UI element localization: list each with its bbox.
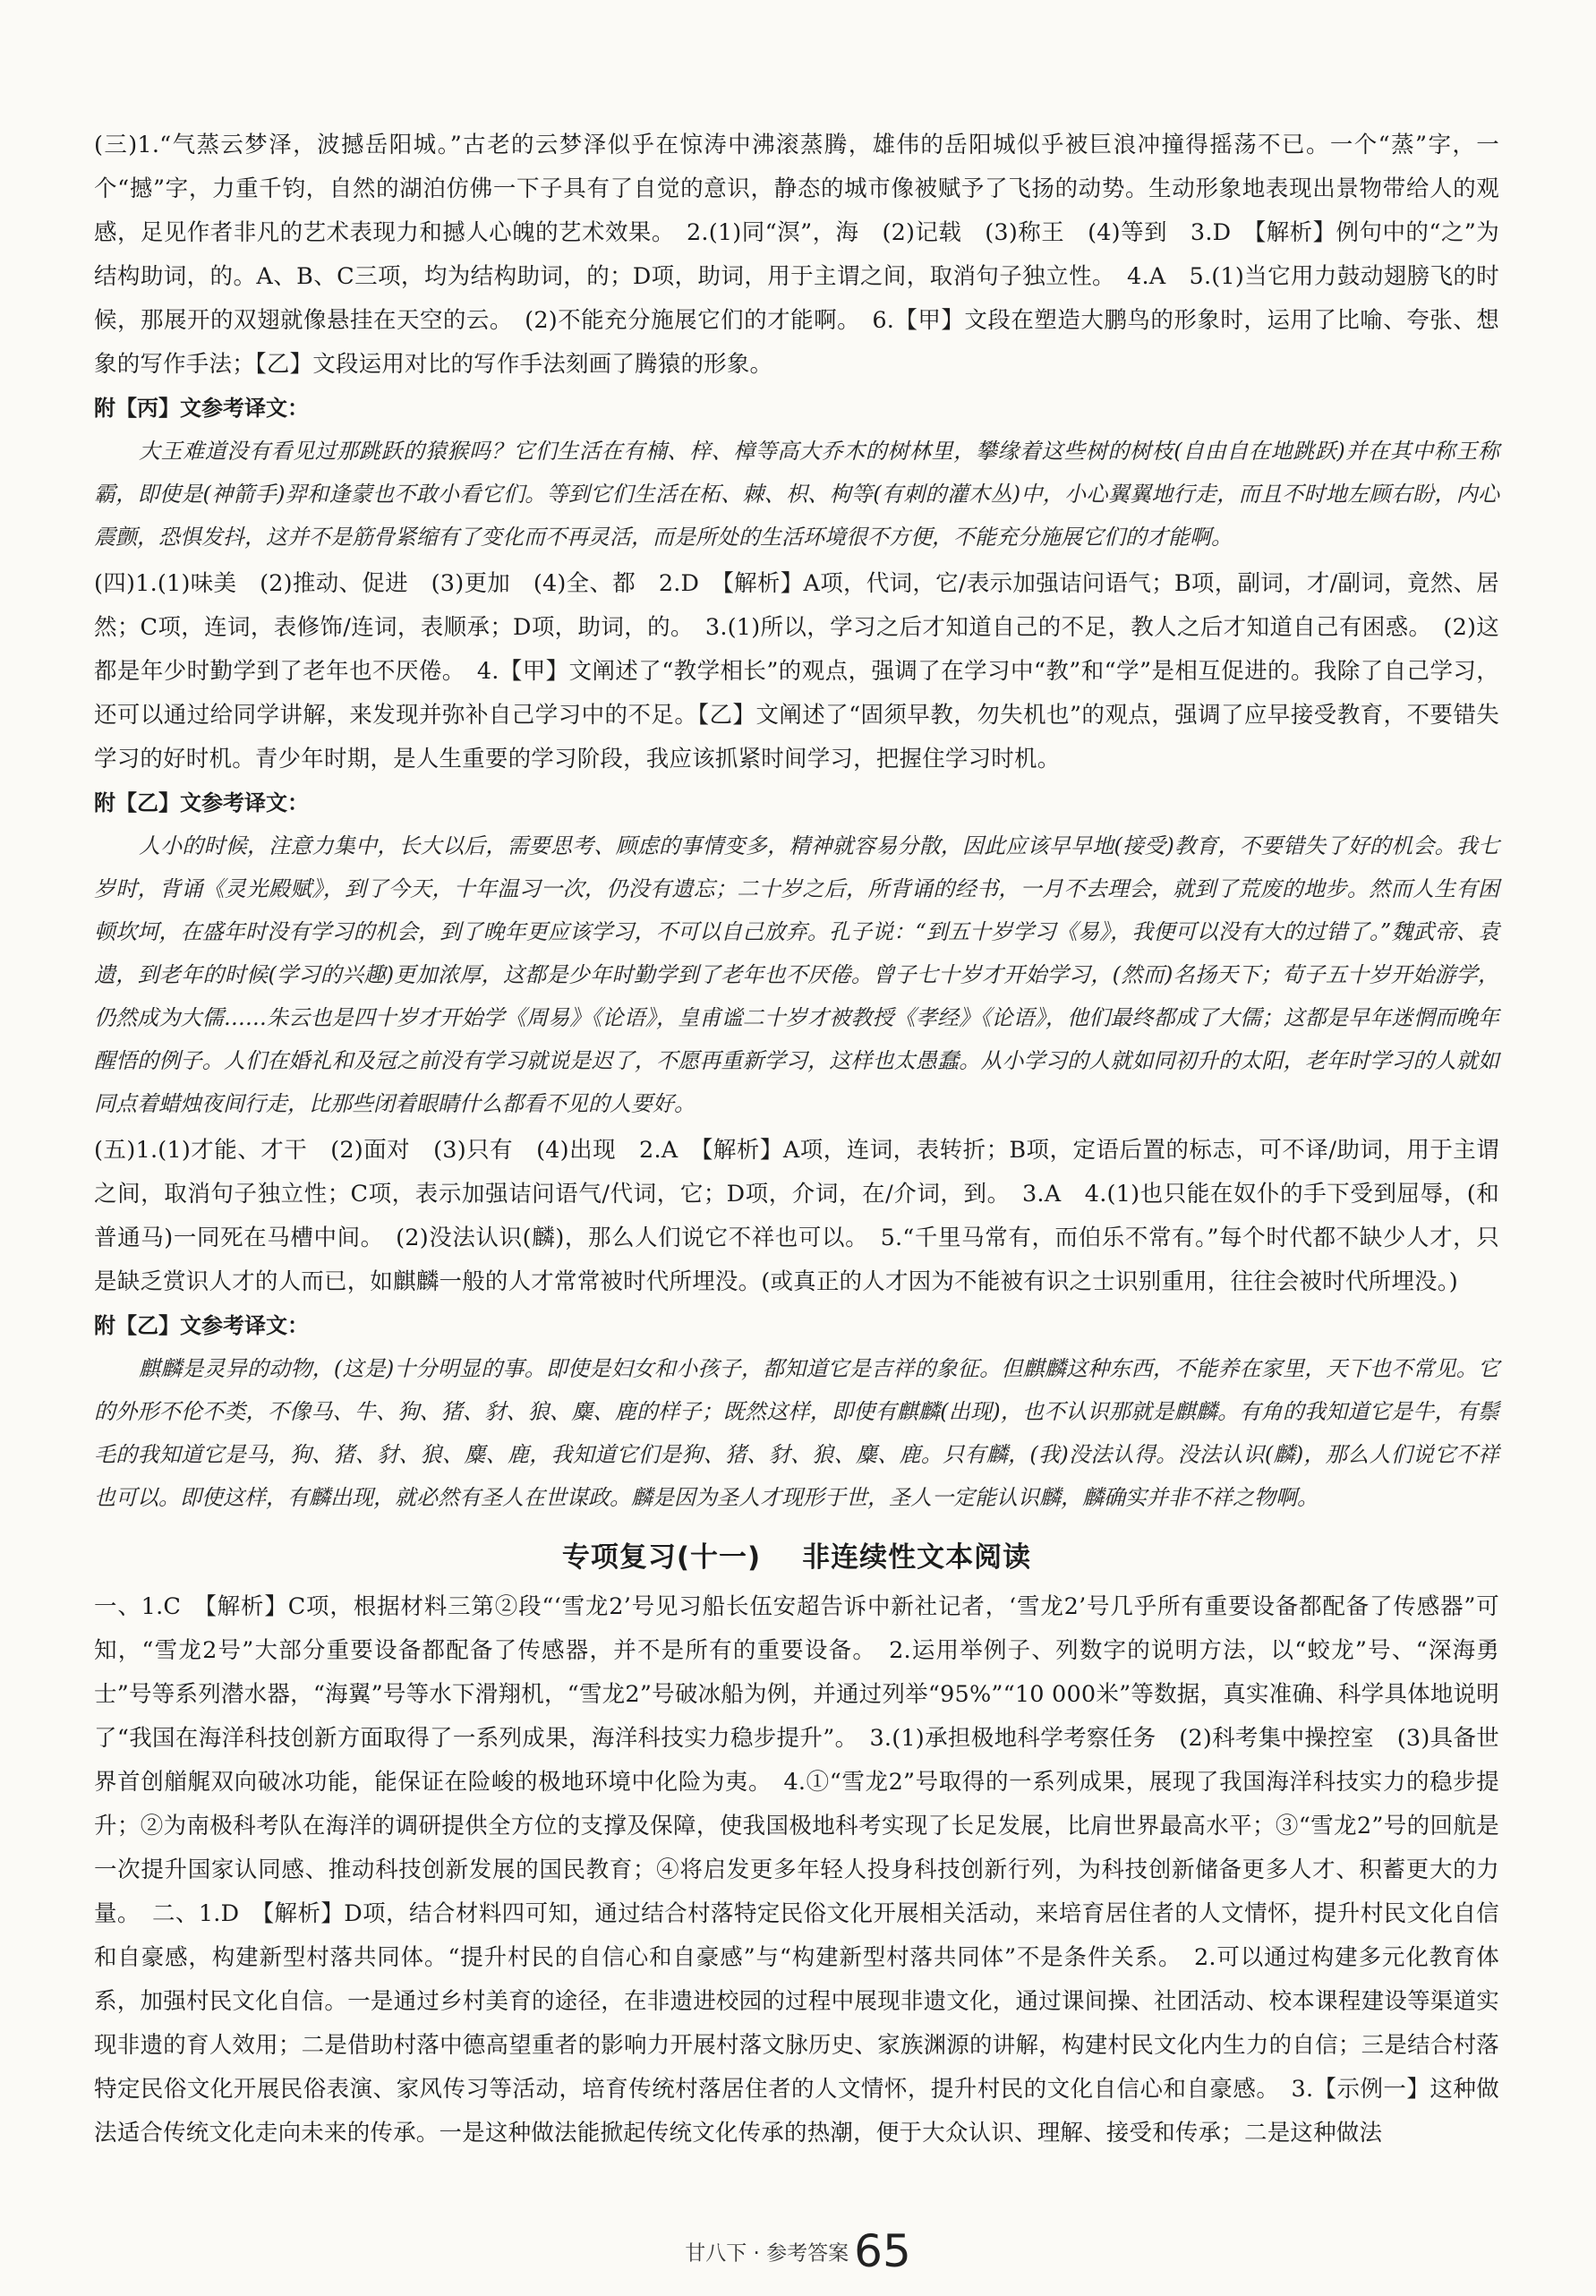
section-3-answers: (三)1.“气蒸云梦泽，波撼岳阳城。”古老的云梦泽似乎在惊涛中沸滚蒸腾，雄伟的岳阳城似乎被巨浪冲撞得摇荡不已。一个“蒸”字，一个“撼”字，力重千钧，自然的湖泊仿佛一下子具有了自觉的意识，静态的城市像被赋予了飞扬的动势。生动形象地表现出景物带给人的观感，足见作者非凡的艺术表现力和撼人心魄的艺术效果。 2.(1)同“溟”，海 (2)记载 (3)称王 (4)等到 3.D 【解析】例句中的“之”为结构助词，的。A、B、C三项，均为结构助词，的；D项，助词，用于主谓之间，取消句子独立性。 4.A 5.(1)当它用力鼓动翅膀飞的时候，那展开的双翅就像悬挂在天空的云。 (2)不能充分施展它们的才能啊。 6.【甲】文段在塑造大鹏鸟的形象时，运用了比喻、夸张、想象的写作手法；【乙】文段运用对比的写作手法刻画了腾猿的形象。 bbox=[94, 132, 1499, 378]
section-3-translation: 大王难道没有看见过那跳跃的猿猴吗？它们生活在有楠、梓、樟等高大乔木的树林里，攀缘着这些树的树枝(自由自在地跳跃)并在其中称王称霸，即使是(神箭手)羿和逢蒙也不敢小看它们。等到它们生活在柘、棘、枳、枸等(有刺的灌木丛)中，小心翼翼地行走，而且不时地左顾右盼，内心震颤，恐惧发抖，这并不是筋骨紧缩有了变化而不再灵活，而是所处的生活环境很不方便，不能充分施展它们的才能啊。 bbox=[94, 439, 1499, 550]
section-4-answers: (四)1.(1)味美 (2)推动、促进 (3)更加 (4)全、都 2.D 【解析】A项，代词，它/表示加强诘问语气；B项，副词，才/副词，竟然、居然；C项，连词，表修饰/连词，表顺承；D项，助词，的。 3.(1)所以，学习之后才知道自己的不足，教人之后才知道自己有困惑。 (2)这都是年少时勤学到了老年也不厌倦。 4.【甲】文阐述了“教学相长”的观点，强调了在学习中“教”和“学”是相互促进的。我除了自己学习，还可以通过给同学讲解，来发现并弥补自己学习中的不足。【乙】文阐述了“固须早教，勿失机也”的观点，强调了应早接受教育，不要错失学习的好时机。青少年时期，是人生重要的学习阶段，我应该抓紧时间学习，把握住学习时机。 bbox=[94, 570, 1499, 772]
page-content bbox=[94, 124, 1499, 2155]
section-3-translation-label: 附【丙】文参考译文： bbox=[94, 396, 309, 421]
section-4-translation-label: 附【乙】文参考译文： bbox=[94, 790, 309, 815]
page-number: 65 bbox=[854, 2225, 911, 2277]
review-title-topic: 非连续性文本阅读 bbox=[802, 1541, 1032, 1574]
section-5-translation-label: 附【乙】文参考译文： bbox=[94, 1313, 309, 1338]
page-footer bbox=[0, 2225, 1596, 2277]
section-5-translation: 麒麟是灵异的动物，(这是)十分明显的事。即使是妇女和小孩子，都知道它是吉祥的象征。但麒麟这种东西，不能养在家里，天下也不常见。它的外形不伦不类，不像马、牛、狗、猪、豺、狼、麋、鹿的样子；既然这样，即使有麒麟(出现)，也不认识那就是麒麟。有角的我知道它是牛，有鬃毛的我知道它是马，狗、猪、豺、狼、麋、鹿，我知道它们是狗、猪、豺、狼、麋、鹿。只有麟，(我)没法认得。没法认识(麟)，那么人们说它不祥也可以。即使这样，有麟出现，就必然有圣人在世谋政。麟是因为圣人才现形于世，圣人一定能认识麟，麟确实并非不祥之物啊。 bbox=[94, 1356, 1499, 1510]
footer-label: 甘八下 · 参考答案 bbox=[685, 2241, 849, 2266]
section-5-answers: (五)1.(1)才能、才干 (2)面对 (3)只有 (4)出现 2.A 【解析】A项，连词，表转折；B项，定语后置的标志，可不译/助词，用于主谓之间，取消句子独立性；C项，表示加强诘问语气/代词，它；D项，介词，在/介词，到。 3.A 4.(1)也只能在奴仆的手下受到屈辱，(和普通马)一同死在马槽中间。 (2)没法认识(麟)，那么人们说它不祥也可以。 5.“千里马常有，而伯乐不常有。”每个时代都不缺少人才，只是缺乏赏识人才的人而已，如麒麟一般的人才常常被时代所埋没。(或真正的人才因为不能被有识之士识别重用，往往会被时代所埋没。) bbox=[94, 1137, 1499, 1295]
review-title-number: 专项复习(十一) bbox=[561, 1541, 762, 1574]
review-answers: 一、1.C 【解析】C项，根据材料三第②段“‘雪龙2’号见习船长伍安超告诉中新社记者，‘雪龙2’号几乎所有重要设备都配备了传感器”可知，“雪龙2号”大部分重要设备都配备了传感器，并不是所有的重要设备。 2.运用举例子、列数字的说明方法，以“蛟龙”号、“深海勇士”号等系列潜水器，“海翼”号等水下滑翔机，“雪龙2”号破冰船为例，并通过列举“95%”“10 000米”等数据，真实准确、科学具体地说明了“我国在海洋科技创新方面取得了一系列成果，海洋科技实力稳步提升”。 3.(1)承担极地科学考察任务 (2)科考集中操控室 (3)具备世界首创艏艉双向破冰功能，能保证在险峻的极地环境中化险为夷。 4.①“雪龙2”号取得的一系列成果，展现了我国海洋科技实力的稳步提升；②为南极科考队在海洋的调研提供全方位的支撑及保障，使我国极地科考实现了长足发展，比肩世界最高水平；③“雪龙2”号的回航是一次提升国家认同感、推动科技创新发展的国民教育；④将启发更多年轻人投身科技创新行列，为科技创新储备更多人才、积蓄更大的力量。 二、1.D 【解析】D项，结合材料四可知，通过结合村落特定民俗文化开展相关活动，来培育居住者的人文情怀，提升村民文化自信和自豪感，构建新型村落共同体。“提升村民的自信心和自豪感”与“构建新型村落共同体”不是条件关系。 2.可以通过构建多元化教育体系，加强村民文化自信。一是通过乡村美育的途径，在非遗进校园的过程中展现非遗文化，通过课间操、社团活动、校本课程建设等渠道实现非遗的育人效用；二是借助村落中德高望重者的影响力开展村落文脉历史、家族渊源的讲解，构建村民文化内生力的自信；三是结合村落特定民俗文化开展民俗表演、家风传习等活动，培育传统村落居住者的人文情怀，提升村民的文化自信心和自豪感。 3.【示例一】这种做法适合传统文化走向未来的传承。一是这种做法能掀起传统文化传承的热潮，便于大众认识、理解、接受和传承；二是这种做法 bbox=[94, 1593, 1499, 2147]
section-4-translation: 人小的时候，注意力集中，长大以后，需要思考、顾虑的事情变多，精神就容易分散，因此应该早早地(接受)教育，不要错失了好的机会。我七岁时，背诵《灵光殿赋》，到了今天，十年温习一次，仍没有遗忘；二十岁之后，所背诵的经书，一月不去理会，就到了荒废的地步。然而人生有困顿坎坷，在盛年时没有学习的机会，到了晚年更应该学习，不可以自己放弃。孔子说：“到五十岁学习《易》，我便可以没有大的过错了。”魏武帝、袁遗，到老年的时候(学习的兴趣)更加浓厚，这都是少年时勤学到了老年也不厌倦。曾子七十岁才开始学习，(然而)名扬天下；荀子五十岁开始游学，仍然成为大儒……朱云也是四十岁才开始学《周易》《论语》，皇甫谧二十岁才被教授《孝经》《论语》，他们最终都成了大儒；这都是早年迷惘而晚年醒悟的例子。人们在婚礼和及冠之前没有学习就说是迟了，不愿再重新学习，这样也太愚蠢。从小学习的人就如同初升的太阳，老年时学习的人就如同点着蜡烛夜间行走，比那些闭着眼睛什么都看不见的人要好。 bbox=[94, 833, 1499, 1116]
review-section-title bbox=[94, 1535, 1499, 1580]
